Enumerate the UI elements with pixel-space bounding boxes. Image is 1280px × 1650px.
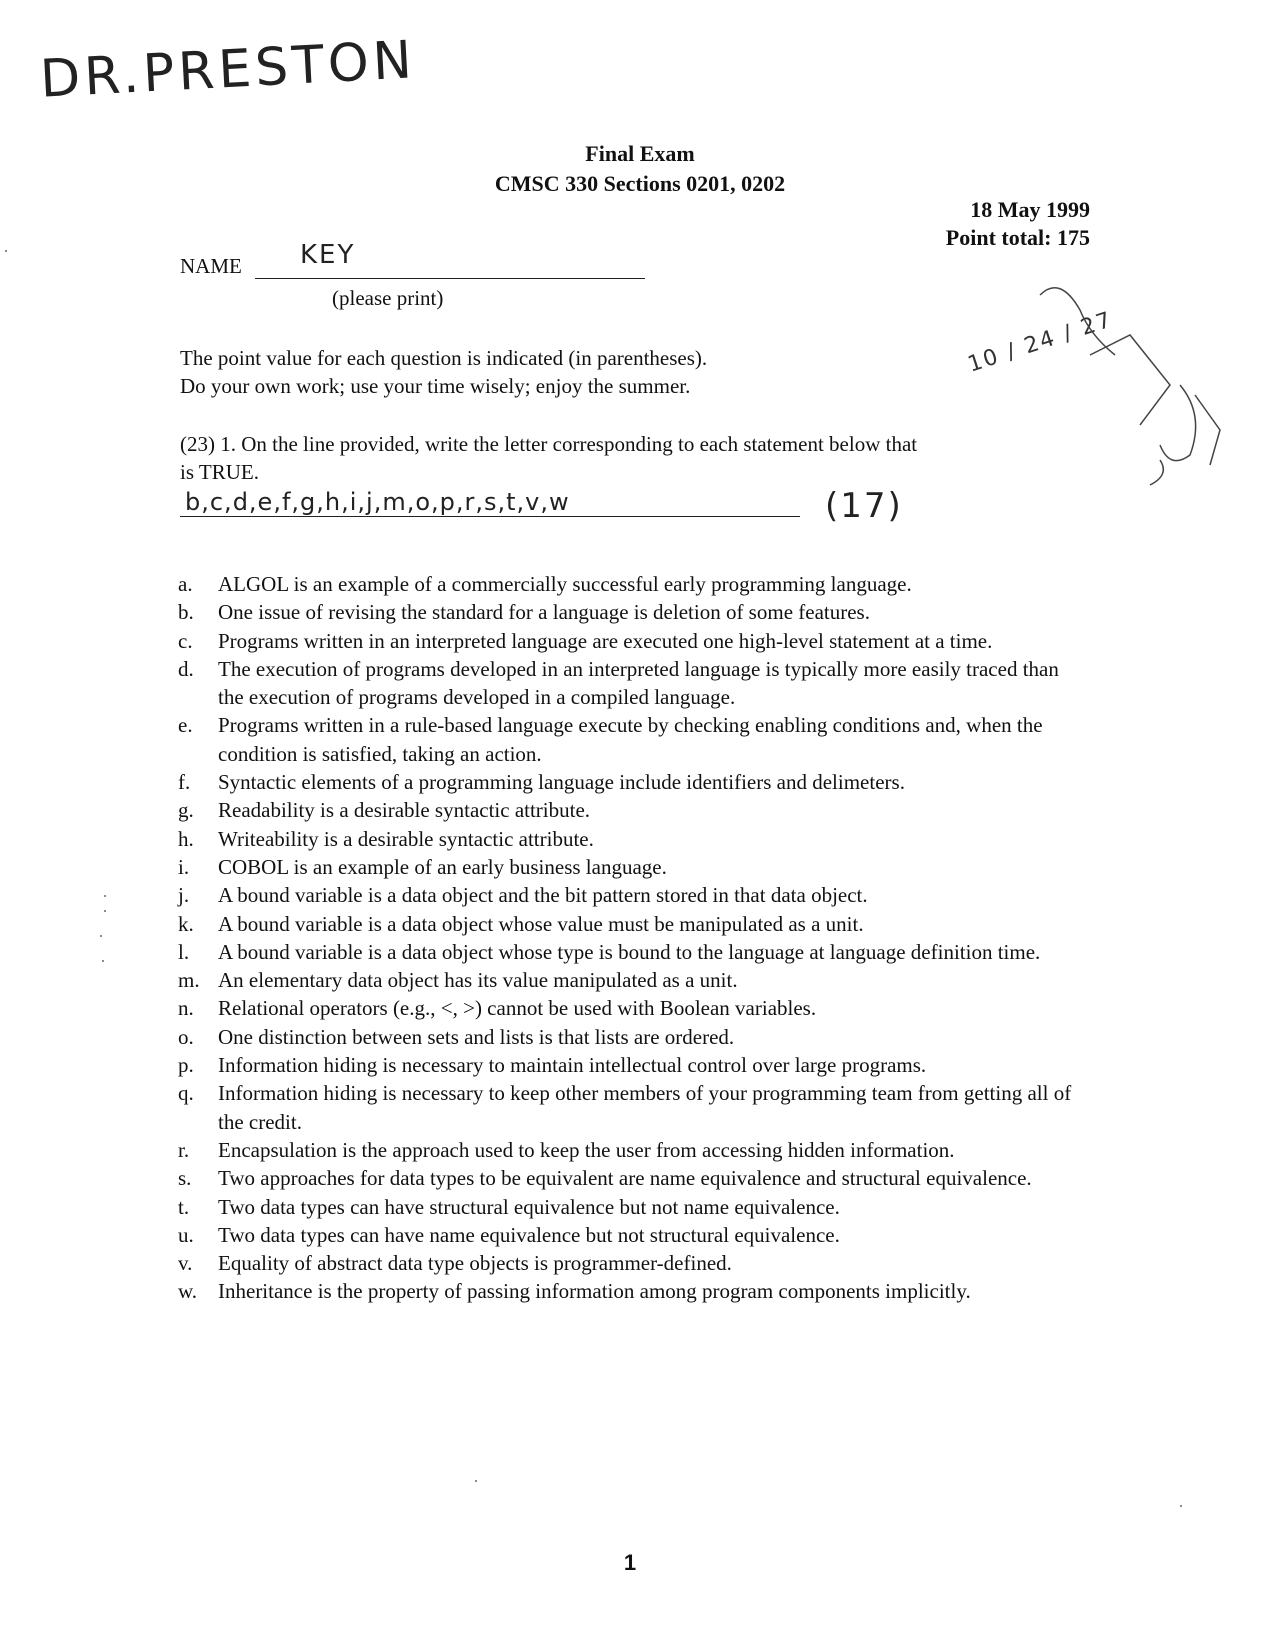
scan-speck (5, 250, 7, 252)
statement-text: Relational operators (e.g., <, >) cannot be used with Boolean variables. (218, 996, 817, 1021)
statement-text: Readability is a desirable syntactic attribute. (218, 798, 591, 823)
question-1-line-2: is TRUE. (180, 460, 259, 484)
statement-item (178, 1079, 1078, 1136)
statement-text: Information hiding is necessary to maintain intellectual control over large programs. (218, 1053, 927, 1078)
exam-date: 18 May 1999 (970, 197, 1090, 222)
statement-letter: d. (178, 656, 194, 681)
page-number: 1 (623, 1550, 637, 1575)
statement-text: Inheritance is the property of passing information among program components implicitly. (218, 1279, 971, 1304)
statement-letter: t. (178, 1194, 190, 1219)
statement-letter: l. (178, 939, 190, 964)
statement-item (178, 1164, 1078, 1192)
statement-letter: u. (178, 1222, 194, 1247)
statement-text: Two data types can have name equivalence but not structural equivalence. (218, 1222, 840, 1247)
statement-text: A bound variable is a data object whose value must be manipulated as a unit. (218, 911, 864, 936)
name-underline (255, 278, 645, 279)
statement-letter: h. (178, 826, 194, 851)
statement-letter: p. (178, 1053, 194, 1078)
scan-speck (1180, 1505, 1182, 1507)
statement-item (178, 853, 1078, 881)
handwritten-answer: b,c,d,e,f,g,h,i,j,m,o,p,r,s,t,v,w (185, 488, 570, 516)
scan-speck (104, 895, 106, 897)
statement-text: One issue of revising the standard for a language is deletion of some features. (218, 600, 870, 625)
statement-text: A bound variable is a data object whose type is bound to the language at language definition time. (218, 939, 1041, 964)
statement-item (178, 598, 1078, 626)
statement-letter: m. (178, 968, 200, 993)
statement-item (178, 825, 1078, 853)
statement-text: Two data types can have structural equivalence but not name equivalence. (218, 1194, 840, 1219)
statement-text: The execution of programs developed in an interpreted language is typically more easily traced than the execution of programs developed in a compiled language. (218, 656, 1059, 710)
statement-item (178, 570, 1078, 598)
statement-letter: j. (178, 883, 190, 908)
statement-letter: r. (178, 1137, 190, 1162)
scan-speck (104, 910, 106, 912)
instruction-line-1: The point value for each question is indicated (in parentheses). (180, 346, 708, 370)
exam-title: Final Exam (585, 141, 695, 166)
statement-letter: f. (178, 770, 191, 795)
question-1-line-1: (23) 1. On the line provided, write the letter corresponding to each statement below that (180, 432, 918, 456)
statement-text: Equality of abstract data type objects is programmer-defined. (218, 1251, 732, 1276)
statement-text: Programs written in an interpreted language are executed one high-level statement at a time. (218, 628, 993, 653)
statement-text: An elementary data object has its value manipulated as a unit. (218, 968, 738, 993)
statement-letter: e. (178, 713, 193, 738)
statement-letter: w. (178, 1279, 198, 1304)
statement-letter: k. (178, 911, 194, 936)
scan-speck (475, 1480, 477, 1482)
statement-list (178, 570, 1078, 1306)
statement-text: A bound variable is a data object and the bit pattern stored in that data object. (218, 883, 868, 908)
statement-item (178, 655, 1078, 712)
statement-letter: v. (178, 1251, 193, 1276)
name-hint: (please print) (332, 286, 444, 310)
margin-scribble: 10 / 24 / 27 (964, 307, 1116, 378)
handwritten-professor-name: DR.PRESTON (38, 30, 418, 110)
instruction-line-2: Do your own work; use your time wisely; enjoy the summer. (180, 374, 691, 398)
statement-letter: q. (178, 1081, 194, 1106)
scan-speck (102, 960, 104, 962)
statement-letter: i. (178, 854, 190, 879)
statement-item (178, 1221, 1078, 1249)
statement-item (178, 796, 1078, 824)
statement-item (178, 1051, 1078, 1079)
statement-item (178, 910, 1078, 938)
statement-letter: n. (178, 996, 194, 1021)
statement-item (178, 881, 1078, 909)
statement-item (178, 1249, 1078, 1277)
statement-text: Programs written in a rule-based language execute by checking enabling conditions and, when the condition is satisfied, taking an action. (218, 713, 1043, 766)
handwritten-score: (17) (825, 486, 903, 526)
answer-underline (180, 516, 800, 517)
statement-item (178, 1136, 1078, 1164)
statement-text: Syntactic elements of a programming language include identifiers and delimeters. (218, 770, 905, 795)
statement-text: COBOL is an example of an early business language. (218, 854, 667, 879)
statement-text: Writeability is a desirable syntactic attribute. (218, 826, 594, 851)
statement-item (178, 768, 1078, 796)
statement-item (178, 1023, 1078, 1051)
statement-text: Two approaches for data types to be equivalent are name equivalence and structural equivalence. (218, 1166, 1032, 1191)
margin-scribble-strokes (1020, 255, 1250, 495)
statement-letter: a. (178, 572, 193, 596)
statement-item (178, 994, 1078, 1022)
statement-letter: o. (178, 1024, 194, 1049)
statement-text: Encapsulation is the approach used to keep the user from accessing hidden information. (218, 1137, 955, 1162)
course-title: CMSC 330 Sections 0201, 0202 (494, 171, 786, 196)
statement-text: ALGOL is an example of a commercially successful early programming language. (218, 572, 912, 596)
point-total: Point total: 175 (945, 225, 1090, 250)
statement-item (178, 711, 1078, 768)
statement-item (178, 1193, 1078, 1221)
statement-text: One distinction between sets and lists is that lists are ordered. (218, 1024, 735, 1049)
handwritten-name-value: KEY (300, 240, 356, 270)
statement-item (178, 938, 1078, 966)
statement-text: Information hiding is necessary to keep other members of your programming team from getting all of the credit. (218, 1081, 1072, 1134)
statement-letter: s. (178, 1166, 192, 1191)
statement-letter: b. (178, 600, 194, 625)
statement-letter: c. (178, 628, 193, 653)
scan-speck (100, 935, 102, 937)
statement-item (178, 627, 1078, 655)
name-label: NAME (180, 254, 242, 278)
statement-item (178, 1277, 1078, 1305)
statement-letter: g. (178, 798, 194, 823)
statement-item (178, 966, 1078, 994)
